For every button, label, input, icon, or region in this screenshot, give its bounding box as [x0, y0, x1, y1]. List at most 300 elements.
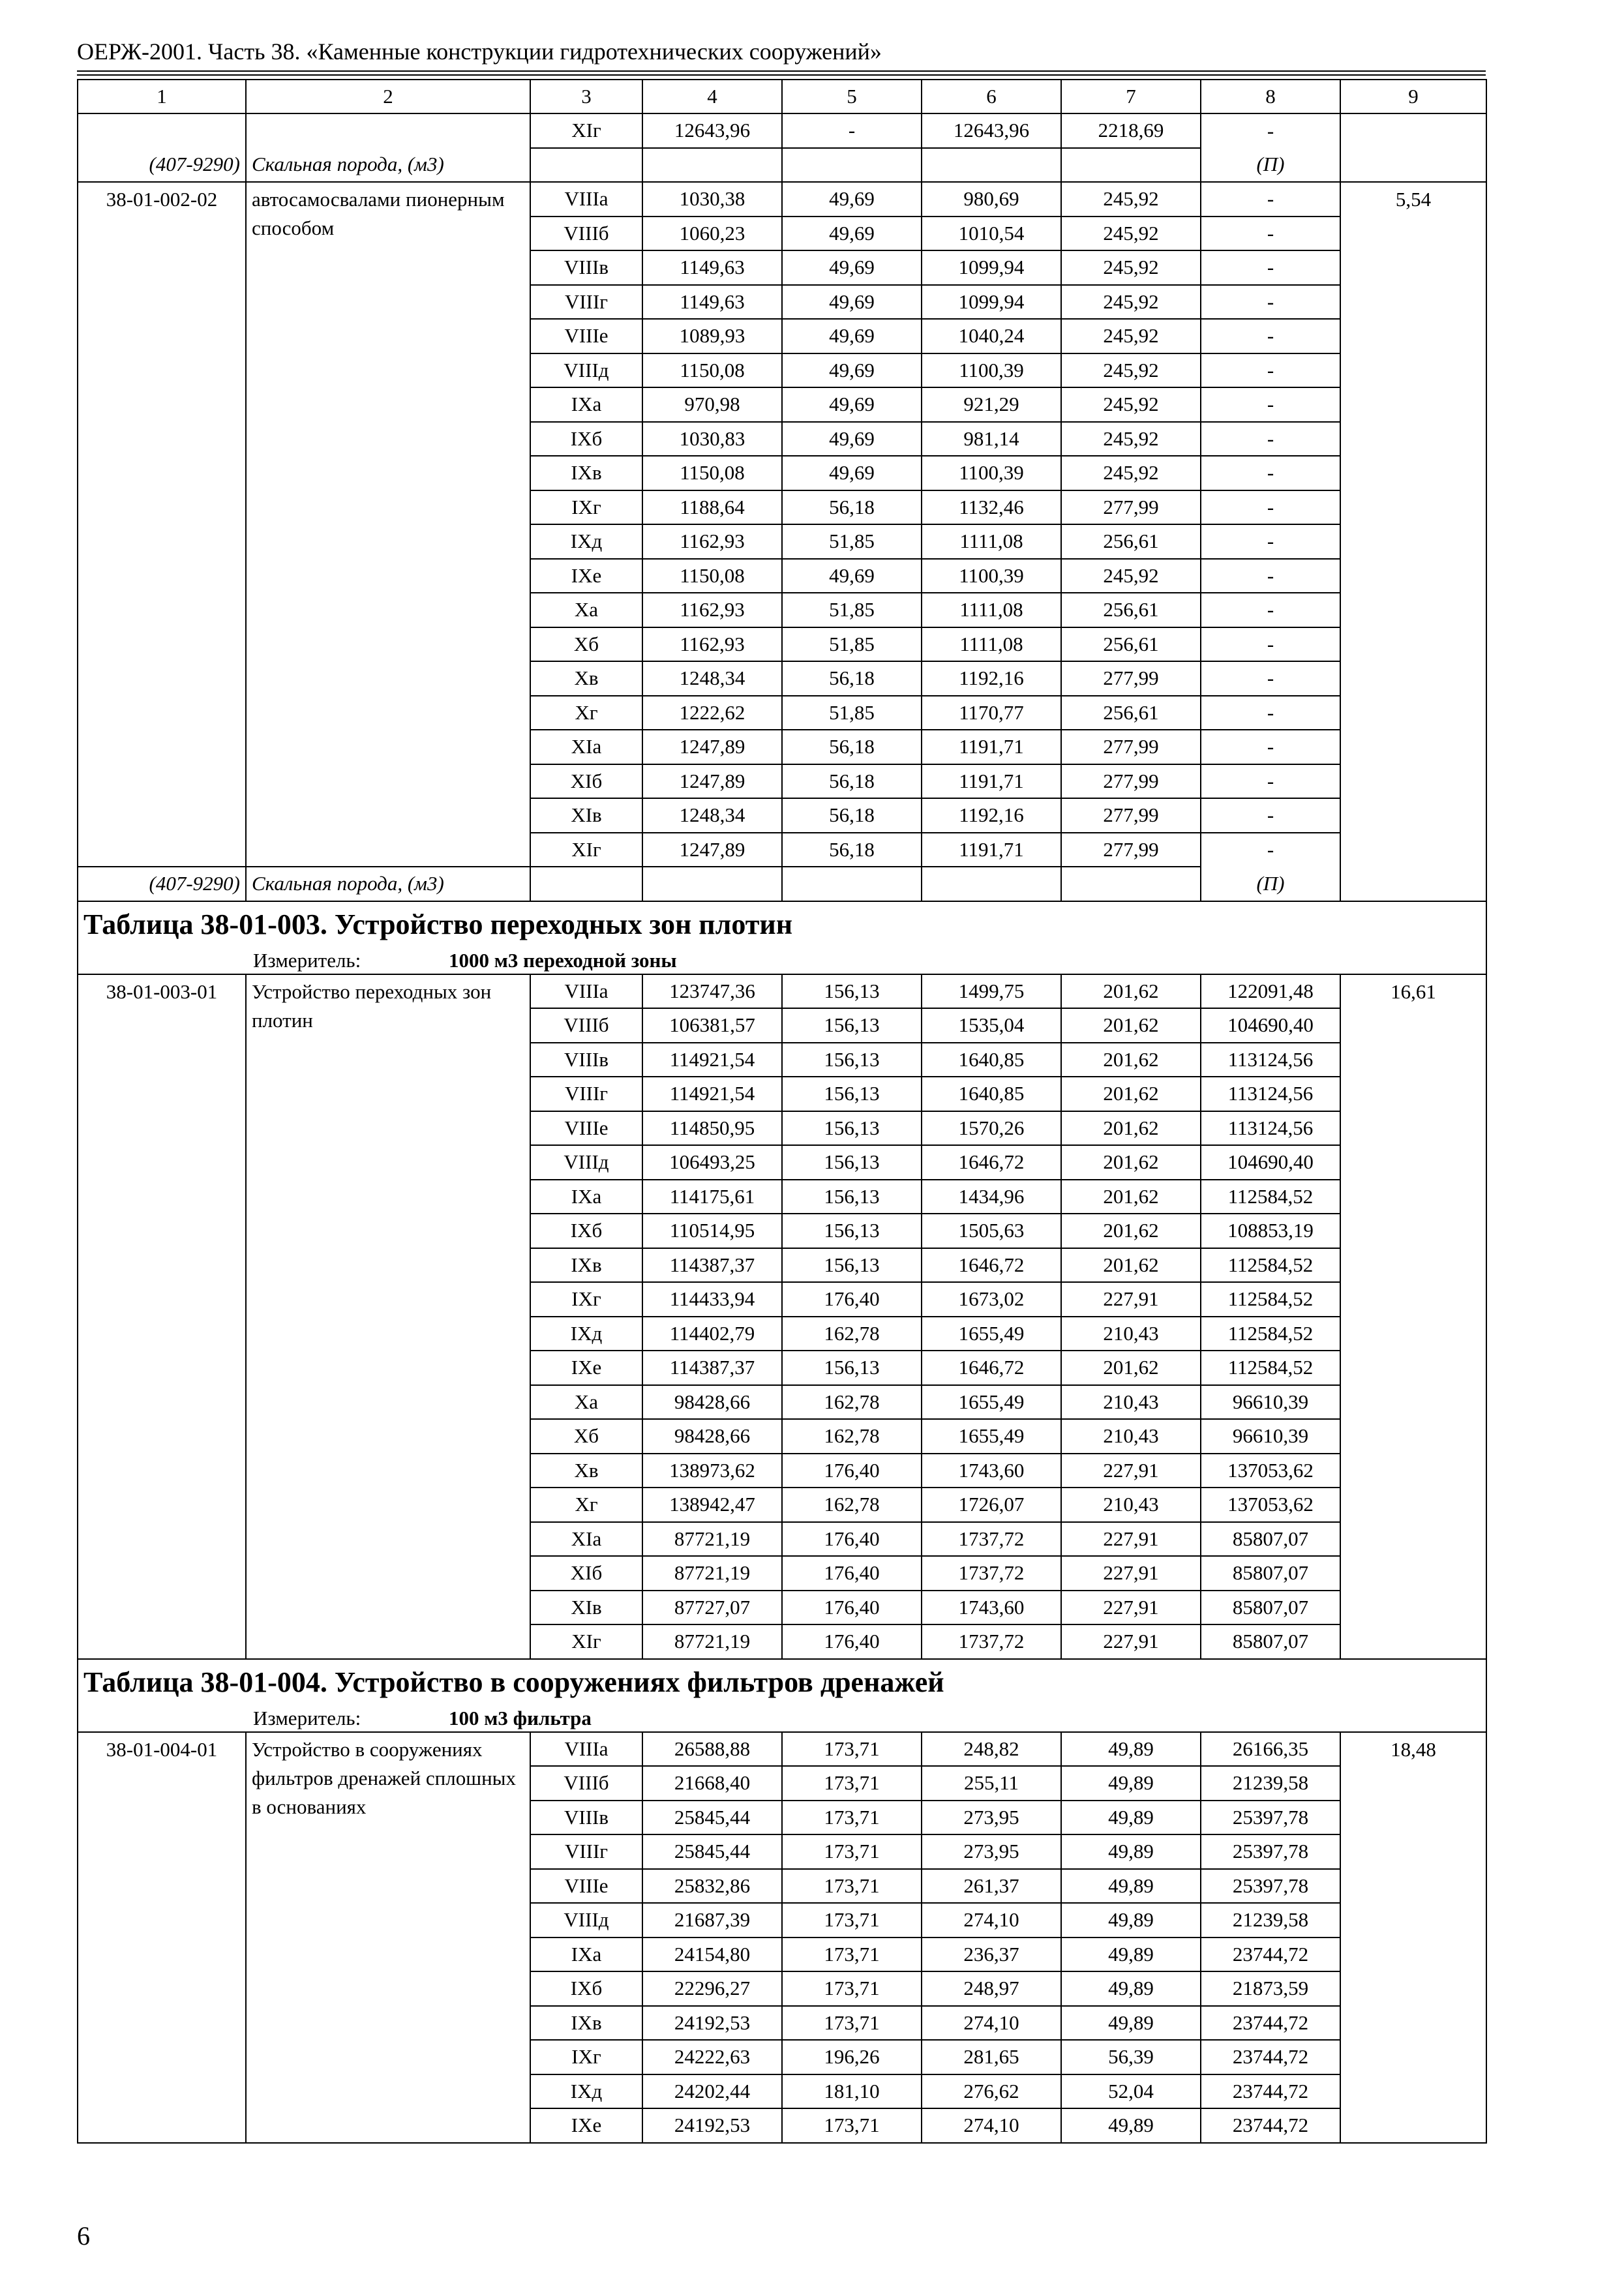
value-cell: 2218,69: [1061, 113, 1201, 148]
value-cell: 256,61: [1061, 696, 1201, 730]
empty-cell: [530, 867, 642, 901]
value-cell: 56,18: [782, 490, 922, 525]
value-cell: 173,71: [782, 1869, 922, 1904]
category-cell: Xг: [530, 1488, 642, 1522]
value-cell: 104690,40: [1201, 1145, 1340, 1180]
value-cell: 210,43: [1061, 1419, 1201, 1454]
value-cell: 261,37: [922, 1869, 1061, 1904]
value-cell: -: [1201, 559, 1340, 593]
category-cell: IXе: [530, 1351, 642, 1385]
empty-cell: [530, 148, 642, 183]
value-cell: 1247,89: [642, 764, 782, 799]
resource-row: [78, 867, 1486, 901]
value-cell: 21687,39: [642, 1903, 782, 1937]
category-cell: Xб: [530, 627, 642, 662]
value-cell: 173,71: [782, 1732, 922, 1767]
value-cell: 156,13: [782, 1077, 922, 1111]
value-cell: 173,71: [782, 1801, 922, 1835]
value-cell: -: [1201, 387, 1340, 422]
value-cell: 24202,44: [642, 2074, 782, 2109]
value-cell: 245,92: [1061, 353, 1201, 388]
category-cell: VIIIг: [530, 1834, 642, 1869]
category-cell: IXб: [530, 1214, 642, 1248]
value-cell: 248,82: [922, 1732, 1061, 1767]
labor-cell: 18,48: [1340, 1732, 1486, 2143]
rate-name: автосамосвалами пионерным способом: [246, 182, 530, 867]
value-cell: 56,18: [782, 661, 922, 696]
value-cell: 1640,85: [922, 1077, 1061, 1111]
value-cell: 49,69: [782, 559, 922, 593]
value-cell: 162,78: [782, 1488, 922, 1522]
value-cell: 23744,72: [1201, 1937, 1340, 1972]
category-cell: XIа: [530, 1522, 642, 1557]
value-cell: 25397,78: [1201, 1834, 1340, 1869]
value-cell: 1535,04: [922, 1008, 1061, 1043]
resource-unit: (П): [1201, 148, 1340, 183]
value-cell: 227,91: [1061, 1556, 1201, 1591]
value-cell: 176,40: [782, 1522, 922, 1557]
value-cell: 49,89: [1061, 1937, 1201, 1972]
value-cell: 1247,89: [642, 730, 782, 764]
unit-cell: [78, 1705, 1486, 1732]
value-cell: 256,61: [1061, 627, 1201, 662]
value-cell: 1010,54: [922, 217, 1061, 251]
value-cell: 137053,62: [1201, 1454, 1340, 1488]
value-cell: 112584,52: [1201, 1248, 1340, 1283]
unit-label: Измеритель:: [253, 1706, 361, 1729]
value-cell: 173,71: [782, 1766, 922, 1801]
category-cell: IXд: [530, 2074, 642, 2109]
category-cell: XIг: [530, 1624, 642, 1659]
category-cell: VIIIе: [530, 1111, 642, 1146]
resource-name: Скальная порода, (м3): [246, 867, 530, 901]
value-cell: 114402,79: [642, 1317, 782, 1351]
value-cell: 1191,71: [922, 730, 1061, 764]
category-cell: VIIIа: [530, 182, 642, 217]
value-cell: 24222,63: [642, 2040, 782, 2074]
value-cell: -: [1201, 798, 1340, 833]
category-cell: Xв: [530, 1454, 642, 1488]
value-cell: 1646,72: [922, 1248, 1061, 1283]
value-cell: 248,97: [922, 1971, 1061, 2006]
value-cell: 21239,58: [1201, 1766, 1340, 1801]
value-cell: 23744,72: [1201, 2006, 1340, 2041]
value-cell: 245,92: [1061, 387, 1201, 422]
category-cell: XIб: [530, 1556, 642, 1591]
value-cell: 156,13: [782, 1214, 922, 1248]
category-cell: VIIIд: [530, 1145, 642, 1180]
column-number: 3: [530, 80, 642, 113]
value-cell: 26166,35: [1201, 1732, 1340, 1767]
value-cell: 12643,96: [922, 113, 1061, 148]
category-cell: IXа: [530, 1937, 642, 1972]
value-cell: 51,85: [782, 627, 922, 662]
value-cell: 85807,07: [1201, 1522, 1340, 1557]
value-cell: 56,18: [782, 764, 922, 799]
table-row: [78, 974, 1486, 1009]
value-cell: -: [782, 113, 922, 148]
value-cell: 98428,66: [642, 1419, 782, 1454]
value-cell: 114175,61: [642, 1180, 782, 1214]
unit-value: 1000 м3 переходной зоны: [449, 948, 677, 972]
value-cell: 277,99: [1061, 490, 1201, 525]
category-cell: VIIIе: [530, 1869, 642, 1904]
value-cell: 49,89: [1061, 2108, 1201, 2143]
value-cell: -: [1201, 113, 1340, 148]
value-cell: 981,14: [922, 422, 1061, 456]
labor-cell: 5,54: [1340, 182, 1486, 901]
value-cell: 227,91: [1061, 1624, 1201, 1659]
value-cell: 114387,37: [642, 1351, 782, 1385]
value-cell: 1089,93: [642, 319, 782, 353]
value-cell: 980,69: [922, 182, 1061, 217]
value-cell: 255,11: [922, 1766, 1061, 1801]
value-cell: 176,40: [782, 1454, 922, 1488]
value-cell: 201,62: [1061, 1145, 1201, 1180]
value-cell: -: [1201, 764, 1340, 799]
value-cell: 25397,78: [1201, 1869, 1340, 1904]
value-cell: 1737,72: [922, 1556, 1061, 1591]
value-cell: -: [1201, 661, 1340, 696]
value-cell: 26588,88: [642, 1732, 782, 1767]
value-cell: 112584,52: [1201, 1282, 1340, 1317]
value-cell: 49,69: [782, 285, 922, 320]
value-cell: 273,95: [922, 1801, 1061, 1835]
value-cell: 1162,93: [642, 524, 782, 559]
value-cell: 176,40: [782, 1282, 922, 1317]
value-cell: 1149,63: [642, 285, 782, 320]
table-title: Таблица 38-01-003. Устройство переходных зон плотин: [78, 901, 1486, 948]
value-cell: -: [1201, 627, 1340, 662]
category-cell: VIIIб: [530, 217, 642, 251]
value-cell: 210,43: [1061, 1385, 1201, 1420]
value-cell: 25845,44: [642, 1801, 782, 1835]
resource-code: (407-9290): [78, 867, 246, 901]
value-cell: 1191,71: [922, 764, 1061, 799]
empty-cell: [1340, 148, 1486, 183]
value-cell: 162,78: [782, 1317, 922, 1351]
category-cell: IXг: [530, 1282, 642, 1317]
table-title-row: [78, 901, 1486, 948]
value-cell: 1248,34: [642, 798, 782, 833]
page-number: 6: [77, 2221, 90, 2251]
value-cell: 52,04: [1061, 2074, 1201, 2109]
category-cell: Xб: [530, 1419, 642, 1454]
value-cell: 173,71: [782, 1834, 922, 1869]
value-cell: 245,92: [1061, 559, 1201, 593]
value-cell: 201,62: [1061, 1077, 1201, 1111]
category-cell: IXб: [530, 1971, 642, 2006]
value-cell: 104690,40: [1201, 1008, 1340, 1043]
value-cell: 49,69: [782, 387, 922, 422]
category-cell: VIIIв: [530, 250, 642, 285]
value-cell: 23744,72: [1201, 2074, 1340, 2109]
value-cell: 112584,52: [1201, 1351, 1340, 1385]
value-cell: 1737,72: [922, 1624, 1061, 1659]
resource-unit: (П): [1201, 867, 1340, 901]
value-cell: 56,18: [782, 730, 922, 764]
value-cell: 106493,25: [642, 1145, 782, 1180]
value-cell: 173,71: [782, 2006, 922, 2041]
value-cell: 114433,94: [642, 1282, 782, 1317]
value-cell: 138973,62: [642, 1454, 782, 1488]
value-cell: 51,85: [782, 696, 922, 730]
value-cell: 1222,62: [642, 696, 782, 730]
value-cell: 1743,60: [922, 1591, 1061, 1625]
column-number: 4: [642, 80, 782, 113]
value-cell: 1570,26: [922, 1111, 1061, 1146]
value-cell: 96610,39: [1201, 1419, 1340, 1454]
value-cell: 114850,95: [642, 1111, 782, 1146]
value-cell: [1340, 113, 1486, 148]
value-cell: -: [1201, 250, 1340, 285]
value-cell: 210,43: [1061, 1488, 1201, 1522]
value-cell: 87721,19: [642, 1624, 782, 1659]
value-cell: 156,13: [782, 974, 922, 1009]
value-cell: -: [1201, 319, 1340, 353]
category-cell: IXв: [530, 456, 642, 490]
value-cell: 156,13: [782, 1043, 922, 1077]
category-cell: IXб: [530, 422, 642, 456]
value-cell: 49,89: [1061, 1971, 1201, 2006]
column-number-row: [78, 80, 1486, 113]
rate-name: Устройство переходных зон плотин: [246, 974, 530, 1659]
value-cell: 1655,49: [922, 1385, 1061, 1420]
value-cell: 162,78: [782, 1419, 922, 1454]
value-cell: 25832,86: [642, 1869, 782, 1904]
value-cell: 49,69: [782, 422, 922, 456]
labor-cell: 16,61: [1340, 974, 1486, 1659]
category-cell: IXг: [530, 490, 642, 525]
table-row: [78, 113, 1486, 148]
value-cell: 1646,72: [922, 1145, 1061, 1180]
unit-row: [78, 1705, 1486, 1732]
value-cell: -: [1201, 353, 1340, 388]
value-cell: 96610,39: [1201, 1385, 1340, 1420]
empty-cell: [642, 148, 782, 183]
value-cell: 156,13: [782, 1111, 922, 1146]
empty-cell: [1061, 148, 1201, 183]
value-cell: 1188,64: [642, 490, 782, 525]
category-cell: IXд: [530, 524, 642, 559]
category-cell: XIг: [530, 113, 642, 148]
value-cell: 277,99: [1061, 833, 1201, 867]
value-cell: 1111,08: [922, 593, 1061, 627]
value-cell: 1149,63: [642, 250, 782, 285]
page-header: ОЕРЖ-2001. Часть 38. «Каменные конструкции гидротехнических сооружений»: [77, 38, 882, 65]
value-cell: 24154,80: [642, 1937, 782, 1972]
value-cell: 245,92: [1061, 319, 1201, 353]
value-cell: 1170,77: [922, 696, 1061, 730]
value-cell: 1150,08: [642, 456, 782, 490]
table-row: [78, 1732, 1486, 1767]
value-cell: 1150,08: [642, 559, 782, 593]
value-cell: 201,62: [1061, 1180, 1201, 1214]
value-cell: 245,92: [1061, 182, 1201, 217]
table-title-row: [78, 1659, 1486, 1705]
value-cell: -: [1201, 422, 1340, 456]
column-number: 8: [1201, 80, 1340, 113]
value-cell: 1655,49: [922, 1317, 1061, 1351]
value-cell: 281,65: [922, 2040, 1061, 2074]
resource-row: [78, 148, 1486, 183]
value-cell: -: [1201, 593, 1340, 627]
value-cell: 245,92: [1061, 456, 1201, 490]
value-cell: 1640,85: [922, 1043, 1061, 1077]
value-cell: 106381,57: [642, 1008, 782, 1043]
value-cell: 277,99: [1061, 798, 1201, 833]
empty-cell: [642, 867, 782, 901]
value-cell: 22296,27: [642, 1971, 782, 2006]
value-cell: 87721,19: [642, 1556, 782, 1591]
value-cell: 1111,08: [922, 627, 1061, 662]
value-cell: 173,71: [782, 1937, 922, 1972]
value-cell: 245,92: [1061, 217, 1201, 251]
category-cell: VIIIд: [530, 353, 642, 388]
value-cell: 1150,08: [642, 353, 782, 388]
value-cell: 1743,60: [922, 1454, 1061, 1488]
category-cell: VIIIе: [530, 319, 642, 353]
value-cell: 98428,66: [642, 1385, 782, 1420]
value-cell: 201,62: [1061, 1111, 1201, 1146]
value-cell: 25397,78: [1201, 1801, 1340, 1835]
category-cell: IXг: [530, 2040, 642, 2074]
value-cell: 49,89: [1061, 2006, 1201, 2041]
value-cell: 23744,72: [1201, 2040, 1340, 2074]
value-cell: 201,62: [1061, 1043, 1201, 1077]
value-cell: 85807,07: [1201, 1591, 1340, 1625]
empty-cell: [782, 148, 922, 183]
value-cell: 156,13: [782, 1180, 922, 1214]
category-cell: VIIIб: [530, 1008, 642, 1043]
value-cell: 1060,23: [642, 217, 782, 251]
category-cell: VIIIв: [530, 1043, 642, 1077]
category-cell: VIIIа: [530, 1732, 642, 1767]
rate-code: 38-01-003-01: [78, 974, 246, 1659]
value-cell: 1099,94: [922, 285, 1061, 320]
category-cell: XIб: [530, 764, 642, 799]
value-cell: 108853,19: [1201, 1214, 1340, 1248]
resource-code: (407-9290): [78, 148, 246, 183]
value-cell: 24192,53: [642, 2006, 782, 2041]
unit-label: Измеритель:: [253, 948, 361, 972]
category-cell: Xа: [530, 593, 642, 627]
value-cell: 1191,71: [922, 833, 1061, 867]
column-number: 2: [246, 80, 530, 113]
value-cell: 85807,07: [1201, 1556, 1340, 1591]
rate-name: Устройство в сооружениях фильтров дренажей сплошных в основаниях: [246, 1732, 530, 2143]
value-cell: 176,40: [782, 1556, 922, 1591]
value-cell: 1505,63: [922, 1214, 1061, 1248]
value-cell: 21873,59: [1201, 1971, 1340, 2006]
value-cell: 85807,07: [1201, 1624, 1340, 1659]
category-cell: XIв: [530, 798, 642, 833]
rate-code: 38-01-004-01: [78, 1732, 246, 2143]
value-cell: 201,62: [1061, 1351, 1201, 1385]
value-cell: 51,85: [782, 524, 922, 559]
value-cell: 113124,56: [1201, 1111, 1340, 1146]
value-cell: -: [1201, 833, 1340, 867]
value-cell: 236,37: [922, 1937, 1061, 1972]
header-rule-2: [77, 74, 1486, 76]
value-cell: 114387,37: [642, 1248, 782, 1283]
value-cell: 156,13: [782, 1008, 922, 1043]
table-title: Таблица 38-01-004. Устройство в сооружениях фильтров дренажей: [78, 1659, 1486, 1705]
category-cell: Xа: [530, 1385, 642, 1420]
value-cell: -: [1201, 456, 1340, 490]
value-cell: 49,69: [782, 319, 922, 353]
value-cell: 277,99: [1061, 661, 1201, 696]
value-cell: 49,89: [1061, 1903, 1201, 1937]
value-cell: 277,99: [1061, 730, 1201, 764]
value-cell: 112584,52: [1201, 1180, 1340, 1214]
value-cell: 921,29: [922, 387, 1061, 422]
value-cell: 23744,72: [1201, 2108, 1340, 2143]
value-cell: 245,92: [1061, 422, 1201, 456]
value-cell: 1247,89: [642, 833, 782, 867]
value-cell: 1040,24: [922, 319, 1061, 353]
value-cell: 1030,83: [642, 422, 782, 456]
value-cell: 273,95: [922, 1834, 1061, 1869]
value-cell: 176,40: [782, 1591, 922, 1625]
value-cell: 1162,93: [642, 627, 782, 662]
value-cell: 156,13: [782, 1351, 922, 1385]
value-cell: 24192,53: [642, 2108, 782, 2143]
value-cell: 276,62: [922, 2074, 1061, 2109]
value-cell: 1726,07: [922, 1488, 1061, 1522]
column-number: 7: [1061, 80, 1201, 113]
category-cell: VIIIа: [530, 974, 642, 1009]
resource-name: Скальная порода, (м3): [246, 148, 530, 183]
value-cell: 196,26: [782, 2040, 922, 2074]
value-cell: 1100,39: [922, 559, 1061, 593]
value-cell: 138942,47: [642, 1488, 782, 1522]
value-cell: 256,61: [1061, 593, 1201, 627]
value-cell: 56,18: [782, 833, 922, 867]
column-number: 1: [78, 80, 246, 113]
value-cell: 49,89: [1061, 1834, 1201, 1869]
value-cell: 1162,93: [642, 593, 782, 627]
empty-cell: [1061, 867, 1201, 901]
value-cell: 1737,72: [922, 1522, 1061, 1557]
value-cell: 122091,48: [1201, 974, 1340, 1009]
value-cell: 201,62: [1061, 1248, 1201, 1283]
category-cell: IXв: [530, 1248, 642, 1283]
category-cell: XIа: [530, 730, 642, 764]
value-cell: -: [1201, 524, 1340, 559]
category-cell: IXд: [530, 1317, 642, 1351]
value-cell: 1099,94: [922, 250, 1061, 285]
value-cell: 87727,07: [642, 1591, 782, 1625]
rates-table: [77, 79, 1487, 2144]
name-cell: [246, 113, 530, 148]
value-cell: 227,91: [1061, 1591, 1201, 1625]
value-cell: 49,89: [1061, 1869, 1201, 1904]
value-cell: -: [1201, 285, 1340, 320]
category-cell: VIIIг: [530, 1077, 642, 1111]
value-cell: 1248,34: [642, 661, 782, 696]
value-cell: 227,91: [1061, 1282, 1201, 1317]
value-cell: -: [1201, 730, 1340, 764]
value-cell: 181,10: [782, 2074, 922, 2109]
value-cell: 12643,96: [642, 113, 782, 148]
value-cell: 1100,39: [922, 353, 1061, 388]
rate-code: 38-01-002-02: [78, 182, 246, 867]
value-cell: 1111,08: [922, 524, 1061, 559]
category-cell: VIIIд: [530, 1903, 642, 1937]
value-cell: 51,85: [782, 593, 922, 627]
value-cell: 227,91: [1061, 1454, 1201, 1488]
